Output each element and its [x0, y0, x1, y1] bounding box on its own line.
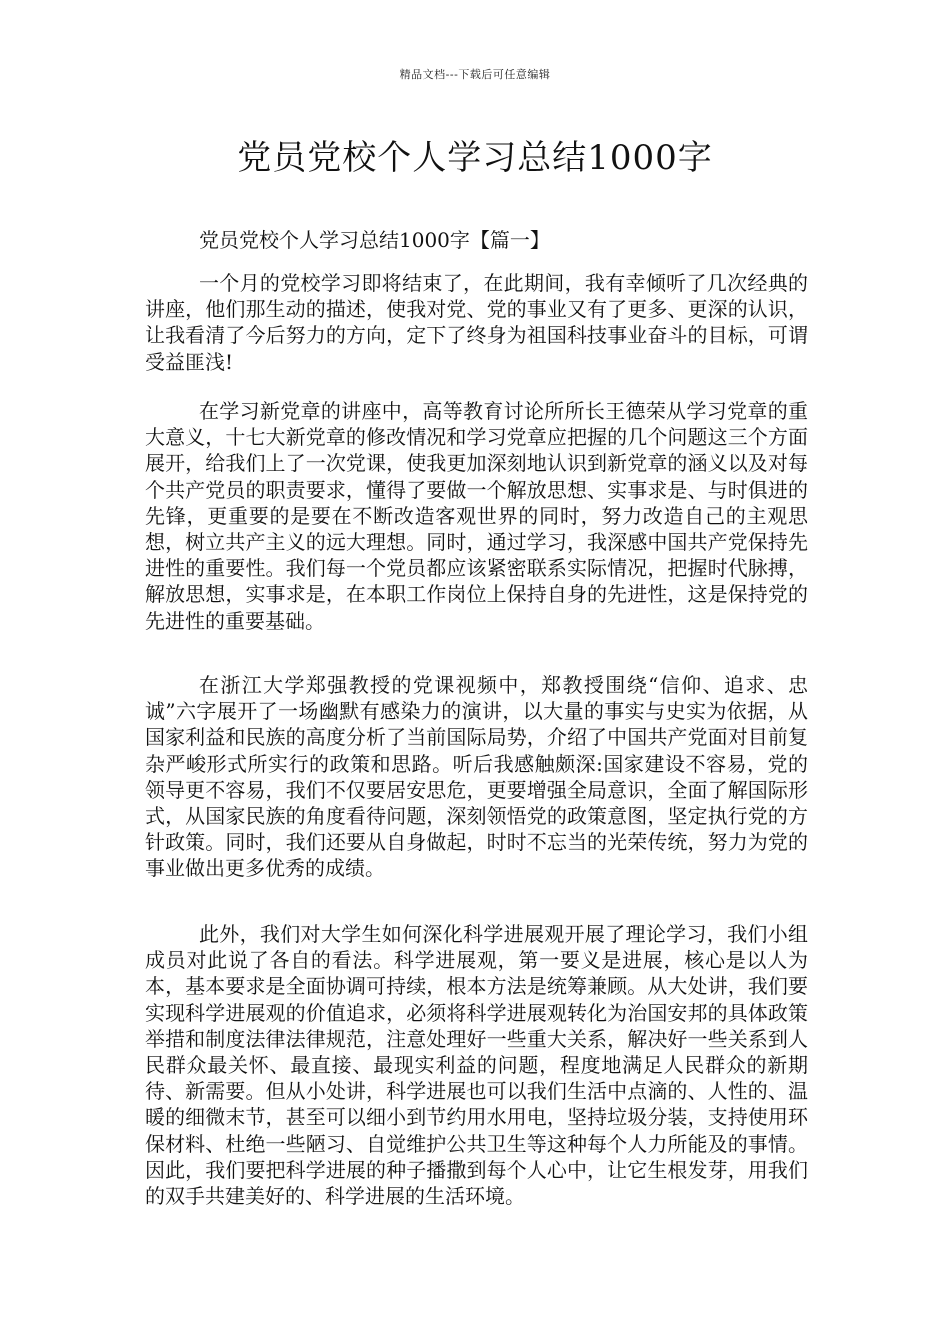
header-note: 精品文档---下载后可任意编辑: [399, 68, 551, 81]
section-heading: 党员党校个人学习总结1000字【篇一】: [199, 228, 550, 252]
paragraph-1: 一个月的党校学习即将结束了，在此期间，我有幸倾听了几次经典的讲座，他们那生动的描述，使我对党、党的事业又有了更多、更深的认识，让我看清了今后努力的方向，定下了终身为祖国科技事业奋斗的目标，可谓受益匪浅!: [145, 271, 808, 374]
document-title: 党员党校个人学习总结1000字: [237, 138, 713, 178]
paragraph-2: 在学习新党章的讲座中，高等教育讨论所所长王德荣从学习党章的重大意义，十七大新党章的修改情况和学习党章应把握的几个问题这三个方面展开，给我们上了一次党课，使我更加深刻地认识到新党章的涵义以及对每个共产党员的职责要求，懂得了要做一个解放思想、实事求是、与时俱进的先锋，更重要的是要在不断改造客观世界的同时，努力改造自己的主观思想，树立共产主义的远大理想。同时，通过学习，我深感中国共产党保持先进性的重要性。我们每一个党员都应该紧密联系实际情况，把握时代脉搏，解放思想，实事求是，在本职工作岗位上保持自身的先进性，这是保持党的先进性的重要基础。: [145, 399, 808, 633]
paragraph-4: 此外，我们对大学生如何深化科学进展观开展了理论学习，我们小组成员对此说了各自的看法。科学进展观，第一要义是进展，核心是以人为本，基本要求是全面协调可持续，根本方法是统筹兼顾。从大处讲，我们要实现科学进展观的价值追求，必须将科学进展观转化为治国安邦的具体政策举措和制度法律法律规范，注意处理好一些重大关系，解决好一些关系到人民群众最关怀、最直接、最现实利益的问题，程度地满足人民群众的新期待、新需要。但从小处讲，科学进展也可以我们生活中点滴的、人性的、温暖的细微末节，甚至可以细小到节约用水用电，坚持垃圾分装，支持使用环保材料、杜绝一些陋习、自觉维护公共卫生等这种每个人力所能及的事情。因此，我们要把科学进展的种子播撒到每个人心中，让它生根发芽，用我们的双手共建美好的、科学进展的生活环境。: [145, 922, 808, 1209]
paragraph-3: 在浙江大学郑强教授的党课视频中，郑教授围绕“信仰、追求、忠诚”六字展开了一场幽默有感染力的演讲，以大量的事实与史实为依据，从国家利益和民族的高度分析了当前国际局势，介绍了中国共产党面对目前复杂严峻形式所实行的政策和思路。听后我感触颇深:国家建设不容易，党的领导更不容易，我们不仅要居安思危，更要增强全局意识，全面了解国际形式，从国家民族的角度看待问题，深刻领悟党的政策意图，坚定执行党的方针政策。同时，我们还要从自身做起，时时不忘当的光荣传统，努力为党的事业做出更多优秀的成绩。: [145, 673, 808, 881]
